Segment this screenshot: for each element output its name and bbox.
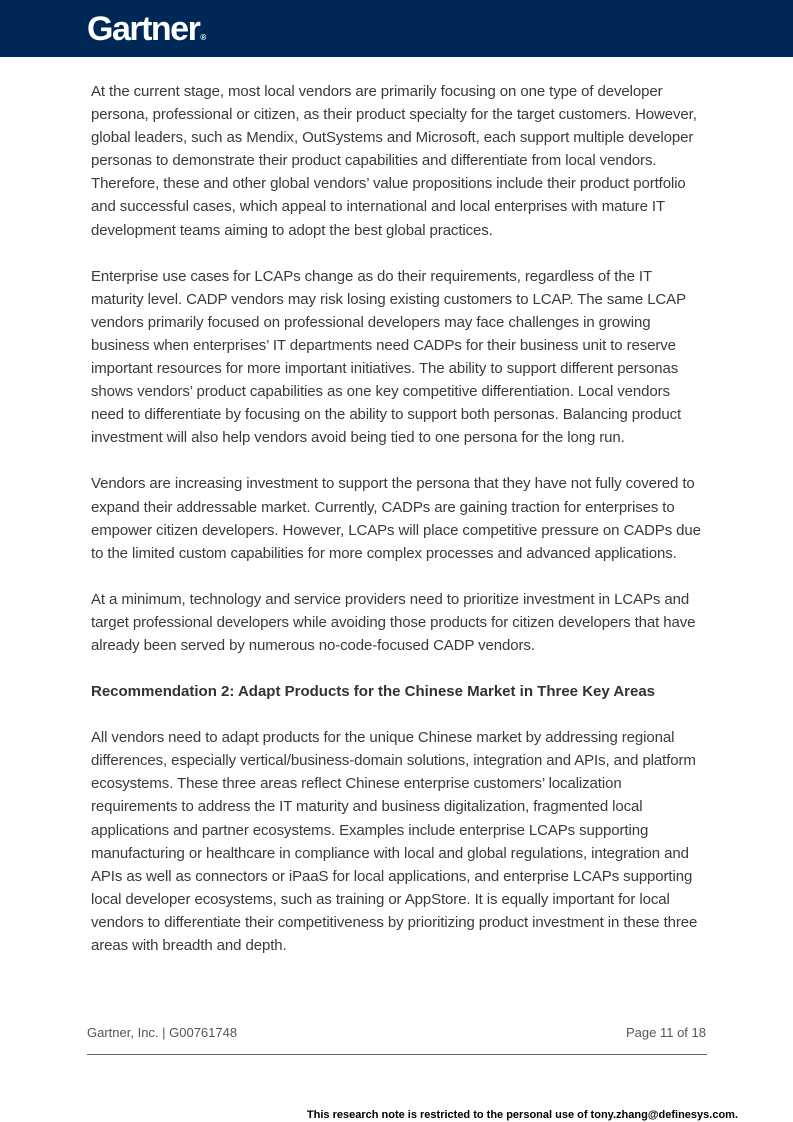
recommendation-paragraph: All vendors need to adapt products for the unique Chinese market by addressing regional differences, especially vertical/business-domain solutions, integration and APIs, and platform ecosystems. These three areas reflect Chinese enterprise customers’ localization requirements to address the IT maturity and business digitalization, fragmented local applications and partner ecosystems. Examples include enterprise LCAPs supporting manufacturing or healthcare in compliance with local and global regulations, integration and APIs as well as connectors or iPaaS for local applications, and enterprise LCAPs supporting local developer ecosystems, such as training or AppStore. It is equally important for local vendors to differentiate their competitiveness by prioritizing product investment in these three areas with breadth and depth. [91, 729, 698, 954]
restriction-notice: This research note is restricted to the personal use of tony.zhang@definesys.com. [306, 1109, 738, 1121]
document-body [91, 80, 706, 980]
body-paragraph-2: Enterprise use cases for LCAPs change as do their requirements, regardless of the IT maturity level. CADP vendors may risk losing existing customers to LCAP. The same LCAP vendors primarily focused on professional developers may face challenges in growing business when enterprises’ IT departments need CADPs for their business unit to reserve important resources for more important initiatives. The ability to support different personas shows vendors’ product capabilities as one key competitive differentiation. Local vendors need to differentiate by focusing on the ability to support both personas. Balancing product investment will also help vendors avoid being tied to one persona for the long run. [91, 267, 686, 447]
header-bar [0, 0, 793, 57]
footer-doc-id: Gartner, Inc. | G00761748 [87, 1025, 238, 1040]
body-paragraph-3: Vendors are increasing investment to support the persona that they have not fully covered to expand their addressable market. Currently, CADPs are gaining traction for enterprises to empower citizen developers. However, LCAPs will place competitive pressure on CADPs due to the limited custom capabilities for more complex processes and advanced applications. [91, 475, 701, 562]
logo-text: Gartner [87, 10, 200, 48]
registered-mark: ® [200, 33, 207, 42]
footer-page-number: Page 11 of 18 [626, 1025, 706, 1040]
body-paragraph-1: At the current stage, most local vendors are primarily focusing on one type of developer persona, professional or citizen, as their product specialty for the target customers. However, global leaders, such as Mendix, OutSystems and Microsoft, each support multiple developer personas to demonstrate their product capabilities and differentiate from local vendors. Therefore, these and other global vendors’ value propositions include their product portfolio and successful cases, which appeal to international and local enterprises with mature IT development teams aiming to adopt the best global practices. [91, 83, 697, 239]
body-paragraph-4: At a minimum, technology and service providers need to prioritize investment in LCAPs and target professional developers while avoiding those products for citizen developers that have already been served by numerous no-code-focused CADP vendors. [91, 590, 696, 654]
footer-divider [87, 1054, 707, 1055]
recommendation-heading: Recommendation 2: Adapt Products for the Chinese Market in Three Key Areas [91, 683, 656, 701]
gartner-logo [87, 9, 206, 58]
